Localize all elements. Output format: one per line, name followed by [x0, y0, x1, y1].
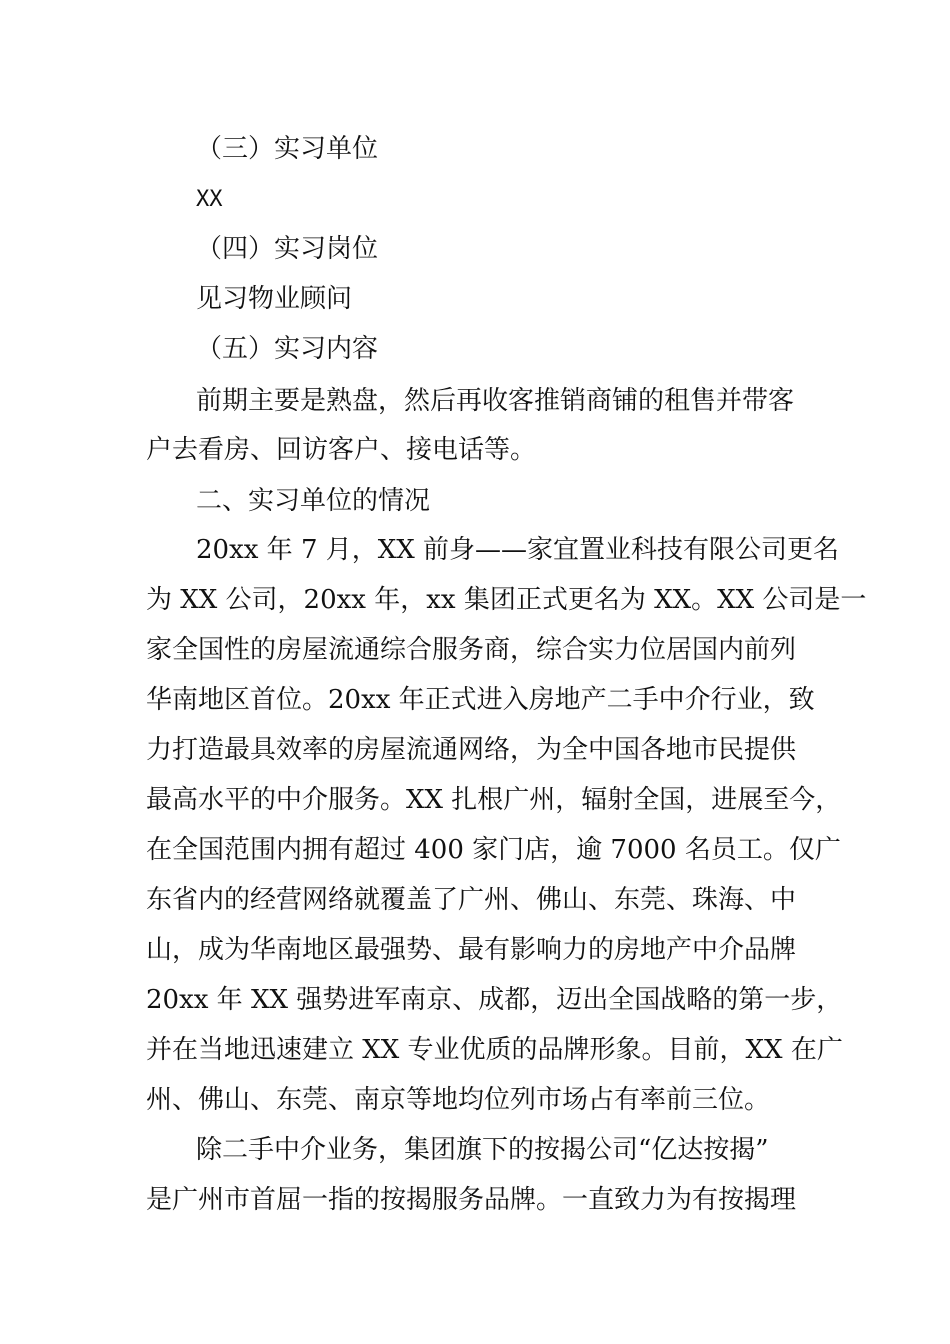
- company-paragraph-line-9: 山，成为华南地区最强势、最有影响力的房地产中介品牌: [146, 935, 797, 965]
- company-paragraph-line-11: 并在当地迅速建立 XX 专业优质的品牌形象。目前，XX 在广: [146, 1035, 843, 1065]
- internship-unit-value: XX: [196, 187, 223, 212]
- heading-internship-unit: （三）实习单位: [196, 134, 379, 164]
- internship-position-value: 见习物业顾问: [196, 284, 353, 314]
- heading-internship-content: （五）实习内容: [196, 334, 379, 364]
- company-paragraph-line-6: 最高水平的中介服务。XX 扎根广州，辐射全国，进展至今，: [146, 785, 842, 815]
- content-paragraph-line-1: 前期主要是熟盘，然后再收客推销商铺的租售并带客: [196, 386, 795, 416]
- section-heading-unit-situation: 二、实习单位的情况: [196, 486, 431, 516]
- mortgage-paragraph-line-2: 是广州市首屈一指的按揭服务品牌。一直致力为有按揭理: [146, 1185, 797, 1215]
- company-paragraph-line-5: 力打造最具效率的房屋流通网络，为全中国各地市民提供: [146, 735, 797, 765]
- company-paragraph-line-3: 家全国性的房屋流通综合服务商，综合实力位居国内前列: [146, 635, 797, 665]
- company-paragraph-line-12: 州、佛山、东莞、南京等地均位列市场占有率前三位。: [146, 1085, 771, 1115]
- mortgage-paragraph-line-1: 除二手中介业务，集团旗下的按揭公司“亿达按揭”: [196, 1135, 769, 1165]
- company-paragraph-line-4: 华南地区首位。20xx 年正式进入房地产二手中介行业，致: [146, 685, 815, 715]
- company-paragraph-line-7: 在全国范围内拥有超过 400 家门店，逾 7000 名员工。仅广: [146, 835, 841, 865]
- company-paragraph-line-2: 为 XX 公司，20xx 年，xx 集团正式更名为 XX。XX 公司是一: [146, 585, 867, 615]
- heading-internship-position: （四）实习岗位: [196, 234, 379, 264]
- company-paragraph-line-1: 20xx 年 7 月，XX 前身——家宜置业科技有限公司更名: [196, 535, 840, 565]
- company-paragraph-line-8: 东省内的经营网络就覆盖了广州、佛山、东莞、珠海、中: [146, 885, 797, 915]
- company-paragraph-line-10: 20xx 年 XX 强势进军南京、成都，迈出全国战略的第一步，: [146, 985, 843, 1015]
- content-paragraph-line-2: 户去看房、回访客户、接电话等。: [146, 435, 537, 465]
